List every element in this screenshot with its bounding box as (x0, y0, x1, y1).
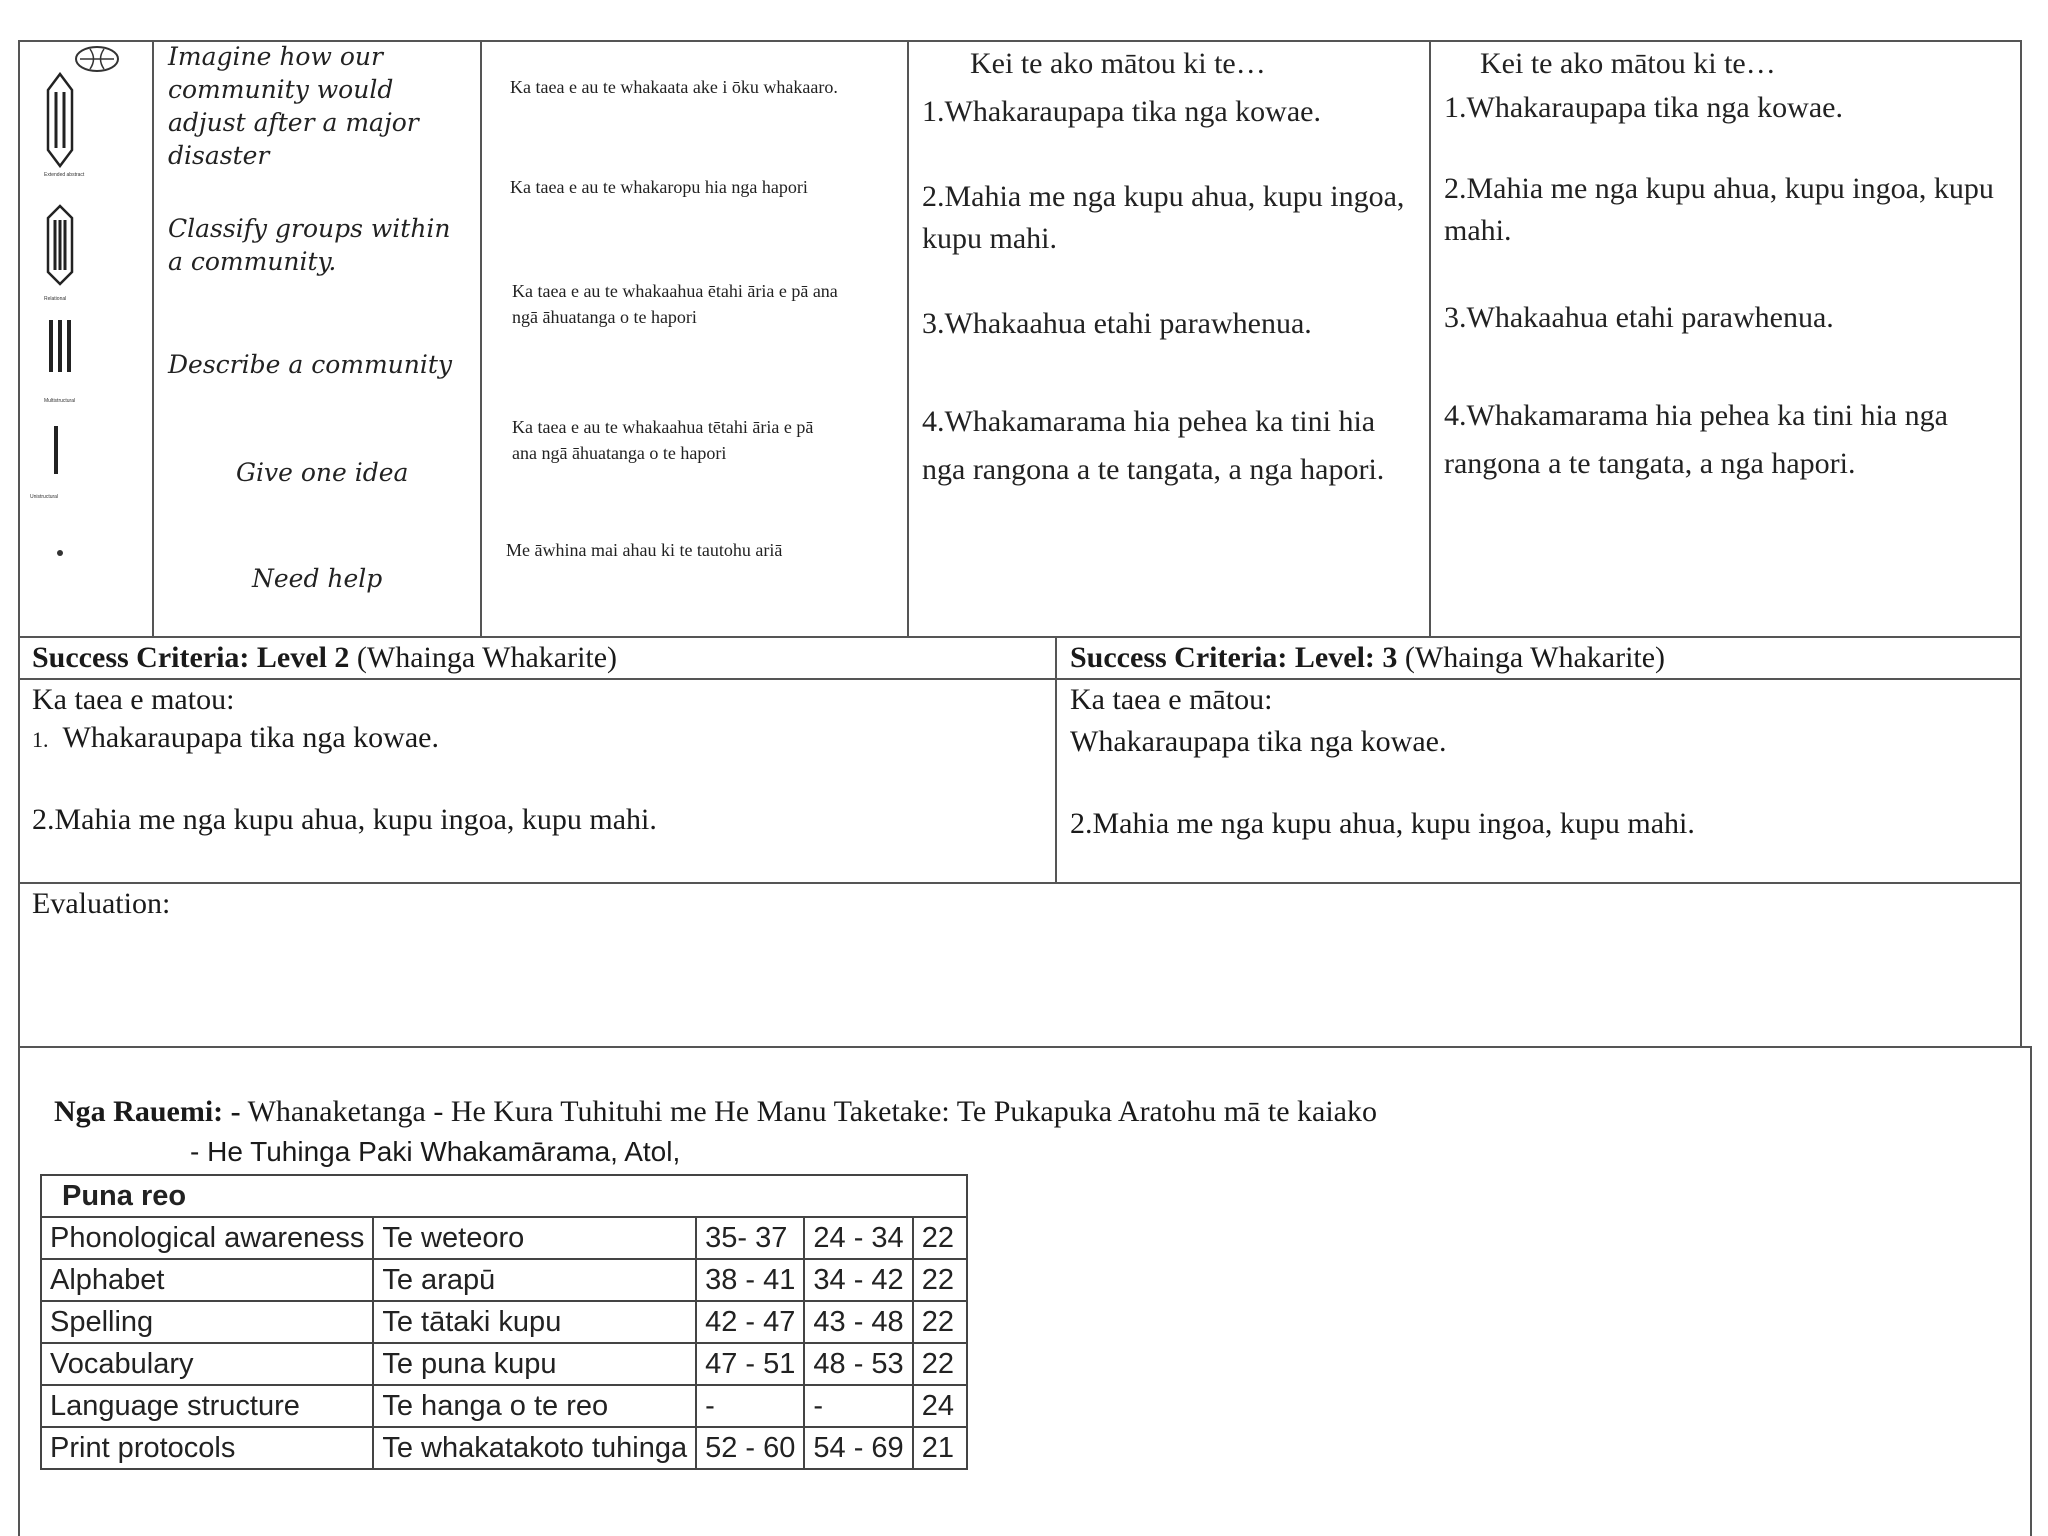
table-row (41, 1217, 967, 1259)
maori-prompt-1: Ka taea e au te whakaata ake i ōku whakaaro. (510, 77, 838, 97)
success-l3-item-2: 2.Mahia me nga kupu ahua, kupu ingoa, kupu mahi. (1070, 807, 1695, 840)
success-l2-item-1-num: 1. (32, 727, 49, 752)
success-header-divider (18, 678, 2022, 680)
page-number: 21 (913, 1427, 967, 1469)
table-row (41, 1385, 967, 1427)
table-row (41, 1301, 967, 1343)
multistructural-icon (46, 318, 74, 379)
page-number: 22 (913, 1259, 967, 1301)
learning-2-item-1: 1.Whakaraupapa tika nga kowae. (1444, 91, 1843, 124)
prompt-describe: Describe a community (168, 350, 453, 379)
resources-bold: Nga Rauemi: - (54, 1095, 241, 1128)
table-row (41, 1259, 967, 1301)
success-l2-header (32, 638, 617, 678)
skill-en: Spelling (41, 1301, 373, 1343)
col-divider-4 (1429, 40, 1431, 638)
success-l3-item-1: Whakaraupapa tika nga kowae. (1070, 725, 1447, 758)
unistructural-label: Unistructural (30, 494, 59, 500)
success-l2-item-1-text: Whakaraupapa tika nga kowae. (62, 721, 439, 754)
skill-mi: Te weteoro (373, 1217, 696, 1259)
learning-1-item-2: 2.Mahia me nga kupu ahua, kupu ingoa, kupu mahi. (922, 180, 1405, 255)
page-range-1: 52 - 60 (696, 1427, 804, 1469)
evaluation-label: Evaluation: (32, 887, 171, 920)
evaluation-box (18, 882, 2022, 1048)
page-range-1: 35- 37 (696, 1217, 804, 1259)
relational-label: Relational (44, 296, 67, 302)
page-number: 22 (913, 1217, 967, 1259)
success-l2-item-2: 2.Mahia me nga kupu ahua, kupu ingoa, kupu mahi. (32, 803, 657, 836)
success-l3-rest: (Whainga Whakarite) (1397, 641, 1666, 674)
extended-abstract-icon (44, 72, 76, 173)
skill-en: Vocabulary (41, 1343, 373, 1385)
success-l2-bold: Success Criteria: Level 2 (32, 641, 350, 674)
puna-reo-title-row (41, 1175, 967, 1217)
success-l2-intro: Ka taea e matou: (32, 683, 235, 716)
page-number: 22 (913, 1343, 967, 1385)
maori-prompt-5: Me āwhina mai ahau ki te tautohu ariā (506, 540, 783, 560)
resources-line-1-text: Whanaketanga - He Kura Tuhituhi me He Manu Taketake: Te Pukapuka Aratohu mā te kaiako (240, 1095, 1377, 1128)
learning-2-item-3: 3.Whakaahua etahi parawhenua. (1444, 301, 1834, 334)
prompt-give-one-idea: Give one idea (236, 458, 409, 487)
learning-heading-1: Kei te ako mātou ki te… (970, 47, 1266, 80)
page-range-2: 34 - 42 (804, 1259, 912, 1301)
success-col-divider (1055, 636, 1057, 884)
page-range-1: - (696, 1385, 804, 1427)
prompt-classify: Classify groups within a community. (168, 214, 451, 276)
learning-2-item-4: 4.Whakamarama hia pehea ka tini hia nga rangona a te tangata, a nga hapori. (1444, 399, 1948, 480)
page-range-2: 54 - 69 (804, 1427, 912, 1469)
learning-1-item-3: 3.Whakaahua etahi parawhenua. (922, 307, 1312, 340)
skill-mi: Te tātaki kupu (373, 1301, 696, 1343)
success-l3-bold: Success Criteria: Level: 3 (1070, 641, 1398, 674)
skill-mi: Te puna kupu (373, 1343, 696, 1385)
page-range-1: 47 - 51 (696, 1343, 804, 1385)
prompt-need-help: Need help (252, 564, 383, 593)
learning-1-item-1: 1.Whakaraupapa tika nga kowae. (922, 95, 1321, 128)
page-number: 22 (913, 1301, 967, 1343)
table-row (41, 1427, 967, 1469)
multistructural-label: Multistructural (44, 398, 76, 404)
skill-mi: Te arapū (373, 1259, 696, 1301)
learning-2-item-2: 2.Mahia me nga kupu ahua, kupu ingoa, kupu mahi. (1444, 172, 1994, 247)
unistructural-icon (50, 424, 62, 481)
page-number: 24 (913, 1385, 967, 1427)
maori-prompt-2: Ka taea e au te whakaropu hia nga hapori (510, 177, 808, 197)
prestructural-icon (56, 544, 64, 562)
puna-reo-table (40, 1174, 968, 1470)
skill-en: Language structure (41, 1385, 373, 1427)
skill-en: Print protocols (41, 1427, 373, 1469)
col-divider-1 (152, 40, 154, 638)
skill-mi: Te whakatakoto tuhinga (373, 1427, 696, 1469)
maori-prompt-3: Ka taea e au te whakaahua ētahi āria e pā ana ngā āhuatanga o te hapori (512, 281, 838, 327)
page-range-2: 43 - 48 (804, 1301, 912, 1343)
resources-line-2: - He Tuhinga Paki Whakamārama, Atol, (190, 1136, 681, 1167)
skill-mi: Te hanga o te reo (373, 1385, 696, 1427)
prompt-imagine: Imagine how our community would adjust after a major disaster (168, 42, 419, 170)
col-divider-3 (907, 40, 909, 638)
extended-abstract-label: Extended abstract (44, 172, 85, 178)
globe-icon (74, 44, 120, 79)
puna-reo-title: Puna reo (62, 1179, 187, 1212)
success-l3-header (1070, 638, 1665, 678)
learning-heading-2: Kei te ako mātou ki te… (1480, 47, 1776, 80)
page-range-1: 42 - 47 (696, 1301, 804, 1343)
success-l3-intro: Ka taea e mātou: (1070, 683, 1273, 716)
resources-line-1 (54, 1092, 1377, 1132)
learning-1-item-4: 4.Whakamarama hia pehea ka tini hia nga rangona a te tangata, a nga hapori. (922, 405, 1385, 486)
skill-en: Alphabet (41, 1259, 373, 1301)
maori-prompt-4: Ka taea e au te whakaahua tētahi āria e pā ana ngā āhuatanga o te hapori (512, 417, 814, 463)
page-range-2: 24 - 34 (804, 1217, 912, 1259)
table-row (41, 1343, 967, 1385)
page-range-2: - (804, 1385, 912, 1427)
success-l2-item-1 (32, 718, 439, 760)
page-range-1: 38 - 41 (696, 1259, 804, 1301)
col-divider-2 (480, 40, 482, 638)
relational-icon (44, 204, 76, 291)
skill-en: Phonological awareness (41, 1217, 373, 1259)
page-range-2: 48 - 53 (804, 1343, 912, 1385)
success-l2-rest: (Whainga Whakarite) (349, 641, 618, 674)
